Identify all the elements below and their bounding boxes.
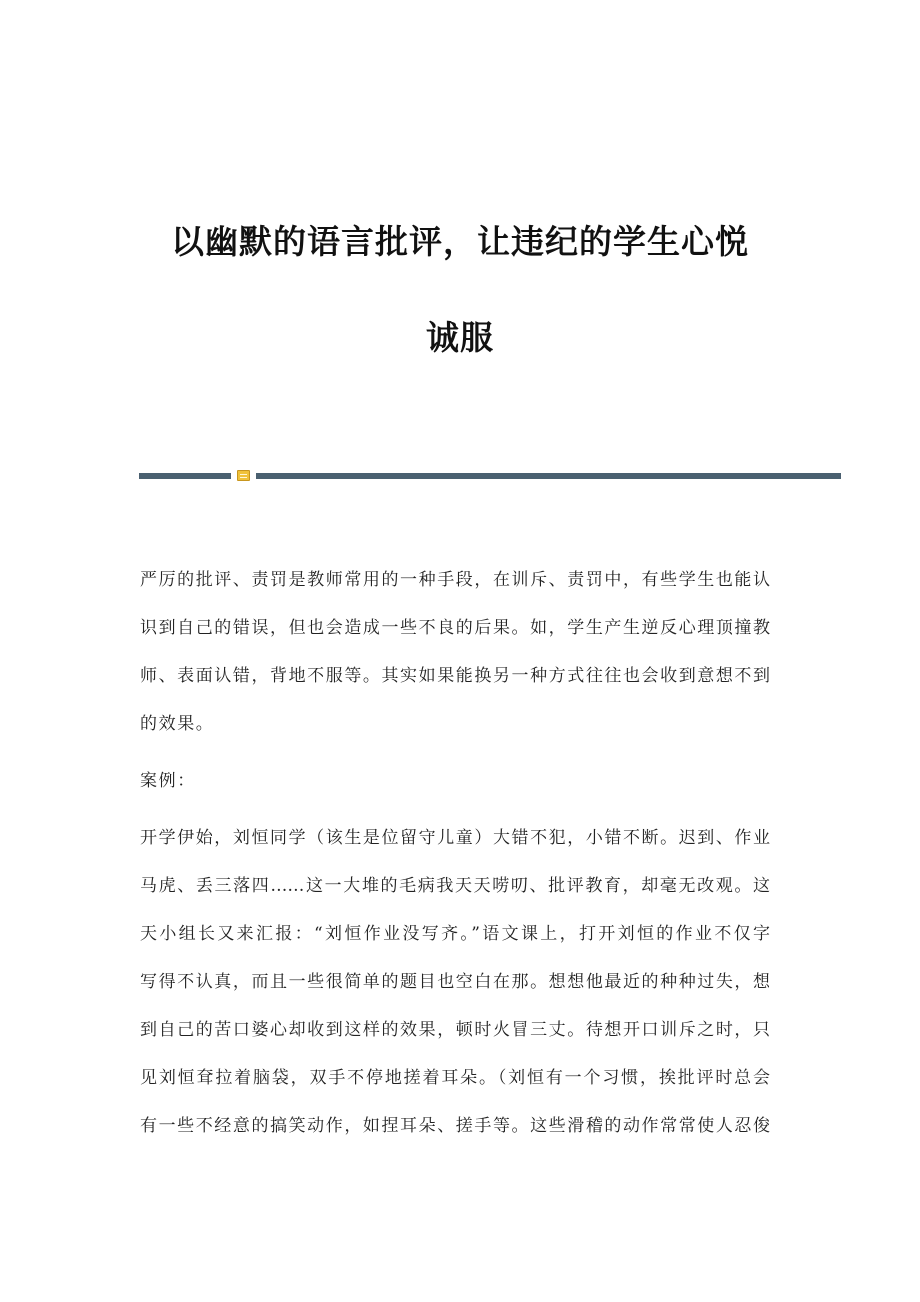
folder-icon: [237, 470, 250, 481]
divider-bar-right: [256, 473, 841, 479]
paragraph-2-line-7: 有一些不经意的搞笑动作，如捏耳朵、搓手等。这些滑稽的动作常常使人忍俊: [140, 1116, 770, 1136]
paragraph-2-line-1: 开学伊始，刘恒同学（该生是位留守儿童）大错不犯，小错不断。迟到、作业: [140, 828, 770, 848]
case-label: 案例：: [140, 771, 196, 791]
paragraph-2-line-6: 见刘恒耷拉着脑袋，双手不停地搓着耳朵。（刘恒有一个习惯，挨批评时总会: [140, 1068, 770, 1088]
paragraph-2-line-2: 马虎、丢三落四……这一大堆的毛病我天天唠叨、批评教育，却毫无改观。这: [140, 876, 770, 896]
paragraph-1-line-1: 严厉的批评、责罚是教师常用的一种手段，在训斥、责罚中，有些学生也能认: [140, 570, 770, 590]
paragraph-2-line-3: 天小组长又来汇报：“刘恒作业没写齐。”语文课上，打开刘恒的作业不仅字: [140, 924, 770, 944]
document-title-line-2: 诚服: [426, 318, 494, 357]
divider-bar-left: [139, 473, 231, 479]
paragraph-1-line-2: 识到自己的错误，但也会造成一些不良的后果。如，学生产生逆反心理顶撞教: [140, 618, 770, 638]
document-title-line-1: 以幽默的语言批评，让违纪的学生心悦: [171, 222, 749, 261]
paragraph-1-line-3: 师、表面认错，背地不服等。其实如果能换另一种方式往往也会收到意想不到: [140, 666, 770, 686]
paragraph-2-line-5: 到自己的苦口婆心却收到这样的效果，顿时火冒三丈。待想开口训斥之时，只: [140, 1020, 770, 1040]
title-divider: [139, 470, 841, 480]
paragraph-2-line-4: 写得不认真，而且一些很简单的题目也空白在那。想想他最近的种种过失，想: [140, 972, 770, 992]
paragraph-1-line-4: 的效果。: [140, 714, 215, 734]
